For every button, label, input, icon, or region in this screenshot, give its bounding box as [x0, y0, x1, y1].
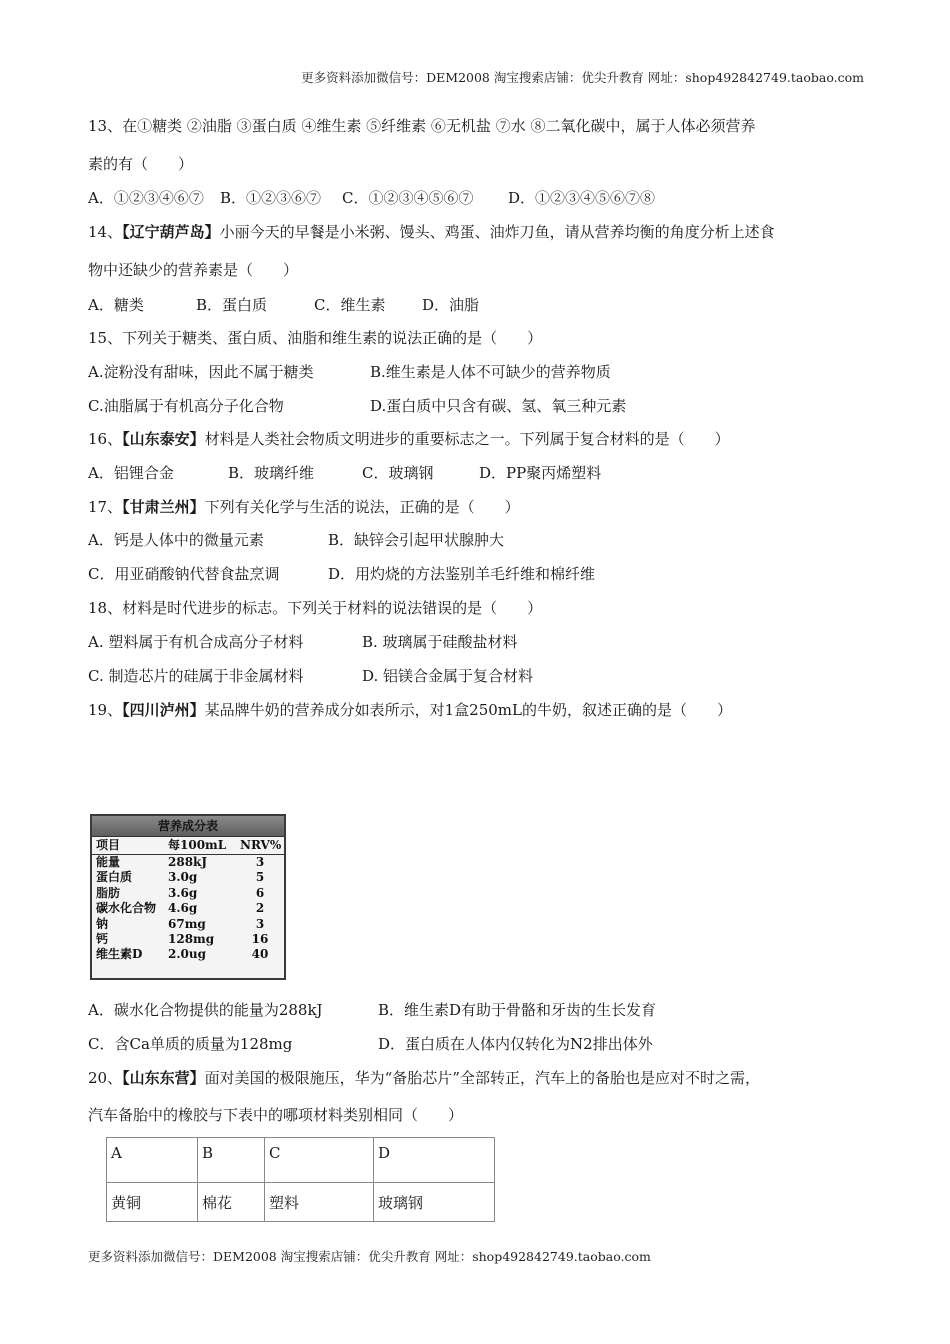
q20-material-row	[107, 1183, 495, 1222]
q19-source: 【四川泸州】	[122, 701, 205, 719]
q17-stem	[88, 497, 520, 517]
q14-stem-line1	[88, 222, 775, 242]
q20-cell-letter-a: A	[107, 1138, 198, 1183]
q20-stem-text: 面对美国的极限施压，华为“备胎芯片”全部转正，汽车上的备胎也是应对不时之需，	[204, 1069, 760, 1087]
q19-stem-text: 某品牌牛奶的营养成分如表所示，对1盒250mL的牛奶，叙述正确的是（ ）	[204, 701, 732, 719]
q20-letter-row	[107, 1138, 495, 1183]
q14-option-b: B．蛋白质	[196, 296, 268, 314]
q14-stem-text: 小丽今天的早餐是小米粥、馒头、鸡蛋、油炸刀鱼，请从营养均衡的角度分析上述食	[219, 223, 775, 241]
nutrition-cell: 能量	[96, 855, 121, 869]
q18-option-d: D. 铝镁合金属于复合材料	[362, 667, 534, 685]
nutrition-row	[92, 855, 284, 870]
q14-source: 【辽宁葫芦岛】	[122, 223, 220, 241]
nutrition-cell: 维生素D	[96, 947, 143, 962]
q19-option-a: A．碳水化合物提供的能量为288kJ	[88, 1001, 323, 1019]
nutrition-row	[92, 870, 284, 885]
q20-number: 20、	[88, 1069, 123, 1087]
nutrition-cell: 2	[255, 901, 265, 916]
nutrition-cell: 4.6g	[168, 901, 198, 916]
q17-source: 【甘肃兰州】	[122, 498, 205, 516]
q15-option-a: A.淀粉没有甜味，因此不属于糖类	[88, 363, 314, 381]
q20-source: 【山东东营】	[122, 1069, 205, 1087]
q15-options-row2	[88, 396, 626, 416]
q20-material-table	[106, 1137, 495, 1222]
nutrition-cell: 钠	[96, 916, 109, 931]
q20-cell-letter-c: C	[265, 1138, 374, 1183]
nutrition-cell: 钙	[96, 931, 109, 946]
q18-option-a: A. 塑料属于有机合成高分子材料	[88, 633, 304, 651]
nutrition-cell: 3	[255, 916, 265, 931]
q19-options-row2	[88, 1034, 653, 1054]
q13-options	[88, 188, 655, 208]
q16-option-c: C．玻璃钢	[362, 464, 434, 482]
nutrition-cell: 3	[255, 855, 265, 869]
q16-number: 16、	[88, 430, 123, 448]
q18-stem: 18、材料是时代进步的标志。下列关于材料的说法错误的是（ ）	[88, 599, 543, 617]
q17-option-a: A．钙是人体中的微量元素	[88, 531, 264, 549]
nutrition-cell: 6	[255, 885, 265, 900]
q17-option-d: D．用灼烧的方法鉴别羊毛纤维和棉纤维	[328, 565, 596, 583]
q18-options-row2	[88, 666, 533, 686]
q17-option-c: C．用亚硝酸钠代替食盐烹调	[88, 565, 280, 583]
nutrition-row	[92, 947, 284, 962]
q20-stem-line2: 汽车备胎中的橡胶与下表中的哪项材料类别相同（ ）	[88, 1106, 464, 1124]
nutrition-header-nrv: NRV%	[240, 838, 282, 852]
nutrition-cell: 5	[255, 870, 265, 885]
q13-stem-line1: 13、在①糖类 ②油脂 ③蛋白质 ④维生素 ⑤纤维素 ⑥无机盐 ⑦水 ⑧二氧化碳中，属于人体必须营养	[88, 117, 756, 135]
q16-options	[88, 463, 601, 483]
q16-source: 【山东泰安】	[122, 430, 205, 448]
q16-stem	[88, 429, 730, 449]
q16-option-b: B．玻璃纤维	[228, 464, 315, 482]
q19-number: 19、	[88, 701, 123, 719]
q14-number: 14、	[88, 223, 123, 241]
q19-stem	[88, 700, 732, 720]
q20-cell-letter-b: B	[198, 1138, 265, 1183]
nutrition-row	[92, 917, 284, 932]
nutrition-cell: 碳水化合物	[96, 901, 157, 916]
nutrition-header-row	[92, 837, 284, 855]
q18-option-b: B. 玻璃属于硅酸盐材料	[362, 633, 518, 651]
q17-options-row1	[88, 530, 504, 550]
nutrition-cell: 3.0g	[168, 870, 198, 885]
nutrition-row	[92, 886, 284, 901]
q15-option-d: D.蛋白质中只含有碳、氢、氧三种元素	[370, 397, 627, 415]
nutrition-cell: 67mg	[168, 916, 206, 931]
nutrition-cell: 蛋白质	[96, 870, 133, 885]
q20-cell-material-a: 黄铜	[107, 1183, 198, 1222]
q15-option-b: B.维生素是人体不可缺少的营养物质	[370, 363, 611, 381]
nutrition-title: 营养成分表	[92, 816, 284, 837]
q20-cell-material-b: 棉花	[198, 1183, 265, 1222]
q14-option-c: C．维生素	[314, 296, 386, 314]
q20-cell-material-c: 塑料	[265, 1183, 374, 1222]
q14-option-d: D．油脂	[422, 296, 480, 314]
q20-cell-material-d: 玻璃钢	[374, 1183, 495, 1222]
nutrition-header-item: 项目	[96, 838, 121, 852]
nutrition-cell: 16	[251, 931, 269, 946]
nutrition-header-per100: 每100mL	[168, 838, 227, 852]
q19-option-d: D．蛋白质在人体内仅转化为N2排出体外	[378, 1035, 653, 1053]
q13-stem-line2: 素的有（ ）	[88, 155, 194, 173]
q19-options-row1	[88, 1000, 656, 1020]
q17-stem-text: 下列有关化学与生活的说法，正确的是（ ）	[204, 498, 520, 516]
q15-options-row1	[88, 362, 611, 382]
q16-stem-text: 材料是人类社会物质文明进步的重要标志之一。下列属于复合材料的是（ ）	[204, 430, 730, 448]
page-footer: 更多资料添加微信号：DEM2008 淘宝搜索店铺：优尖升教育 网址：shop492842749.taobao.com	[88, 1249, 651, 1264]
nutrition-cell: 288kJ	[168, 855, 208, 869]
q13-option-b: B．①②③⑥⑦	[220, 189, 322, 207]
nutrition-row	[92, 932, 284, 947]
q13-option-c: C．①②③④⑤⑥⑦	[342, 189, 474, 207]
q14-options	[88, 295, 479, 315]
q14-option-a: A．糖类	[88, 296, 144, 314]
q16-option-a: A．铝锂合金	[88, 464, 174, 482]
q20-stem-line1	[88, 1068, 760, 1088]
nutrition-cell: 128mg	[168, 931, 215, 946]
q19-option-c: C．含Ca单质的质量为128mg	[88, 1035, 293, 1053]
q14-stem-line2: 物中还缺少的营养素是（ ）	[88, 261, 299, 279]
nutrition-cell: 2.0ug	[168, 947, 206, 962]
nutrition-cell: 3.6g	[168, 885, 198, 900]
nutrition-cell: 40	[251, 947, 269, 962]
q15-stem: 15、下列关于糖类、蛋白质、油脂和维生素的说法正确的是（ ）	[88, 329, 543, 347]
q13-option-a: A．①②③④⑥⑦	[88, 189, 204, 207]
q13-option-d: D．①②③④⑤⑥⑦⑧	[508, 189, 656, 207]
nutrition-row	[92, 901, 284, 916]
q20-cell-letter-d: D	[374, 1138, 495, 1183]
page-header: 更多资料添加微信号：DEM2008 淘宝搜索店铺：优尖升教育 网址：shop492842749.taobao.com	[301, 70, 864, 85]
q17-options-row2	[88, 564, 595, 584]
q16-option-d: D．PP聚丙烯塑料	[479, 464, 602, 482]
nutrition-facts-image	[90, 814, 286, 980]
nutrition-cell: 脂肪	[96, 885, 121, 900]
q18-options-row1	[88, 632, 518, 652]
q18-option-c: C. 制造芯片的硅属于非金属材料	[88, 667, 304, 685]
q15-option-c: C.油脂属于有机高分子化合物	[88, 397, 284, 415]
q19-option-b: B．维生素D有助于骨骼和牙齿的生长发育	[378, 1001, 657, 1019]
q17-number: 17、	[88, 498, 123, 516]
q17-option-b: B．缺锌会引起甲状腺肿大	[328, 531, 505, 549]
